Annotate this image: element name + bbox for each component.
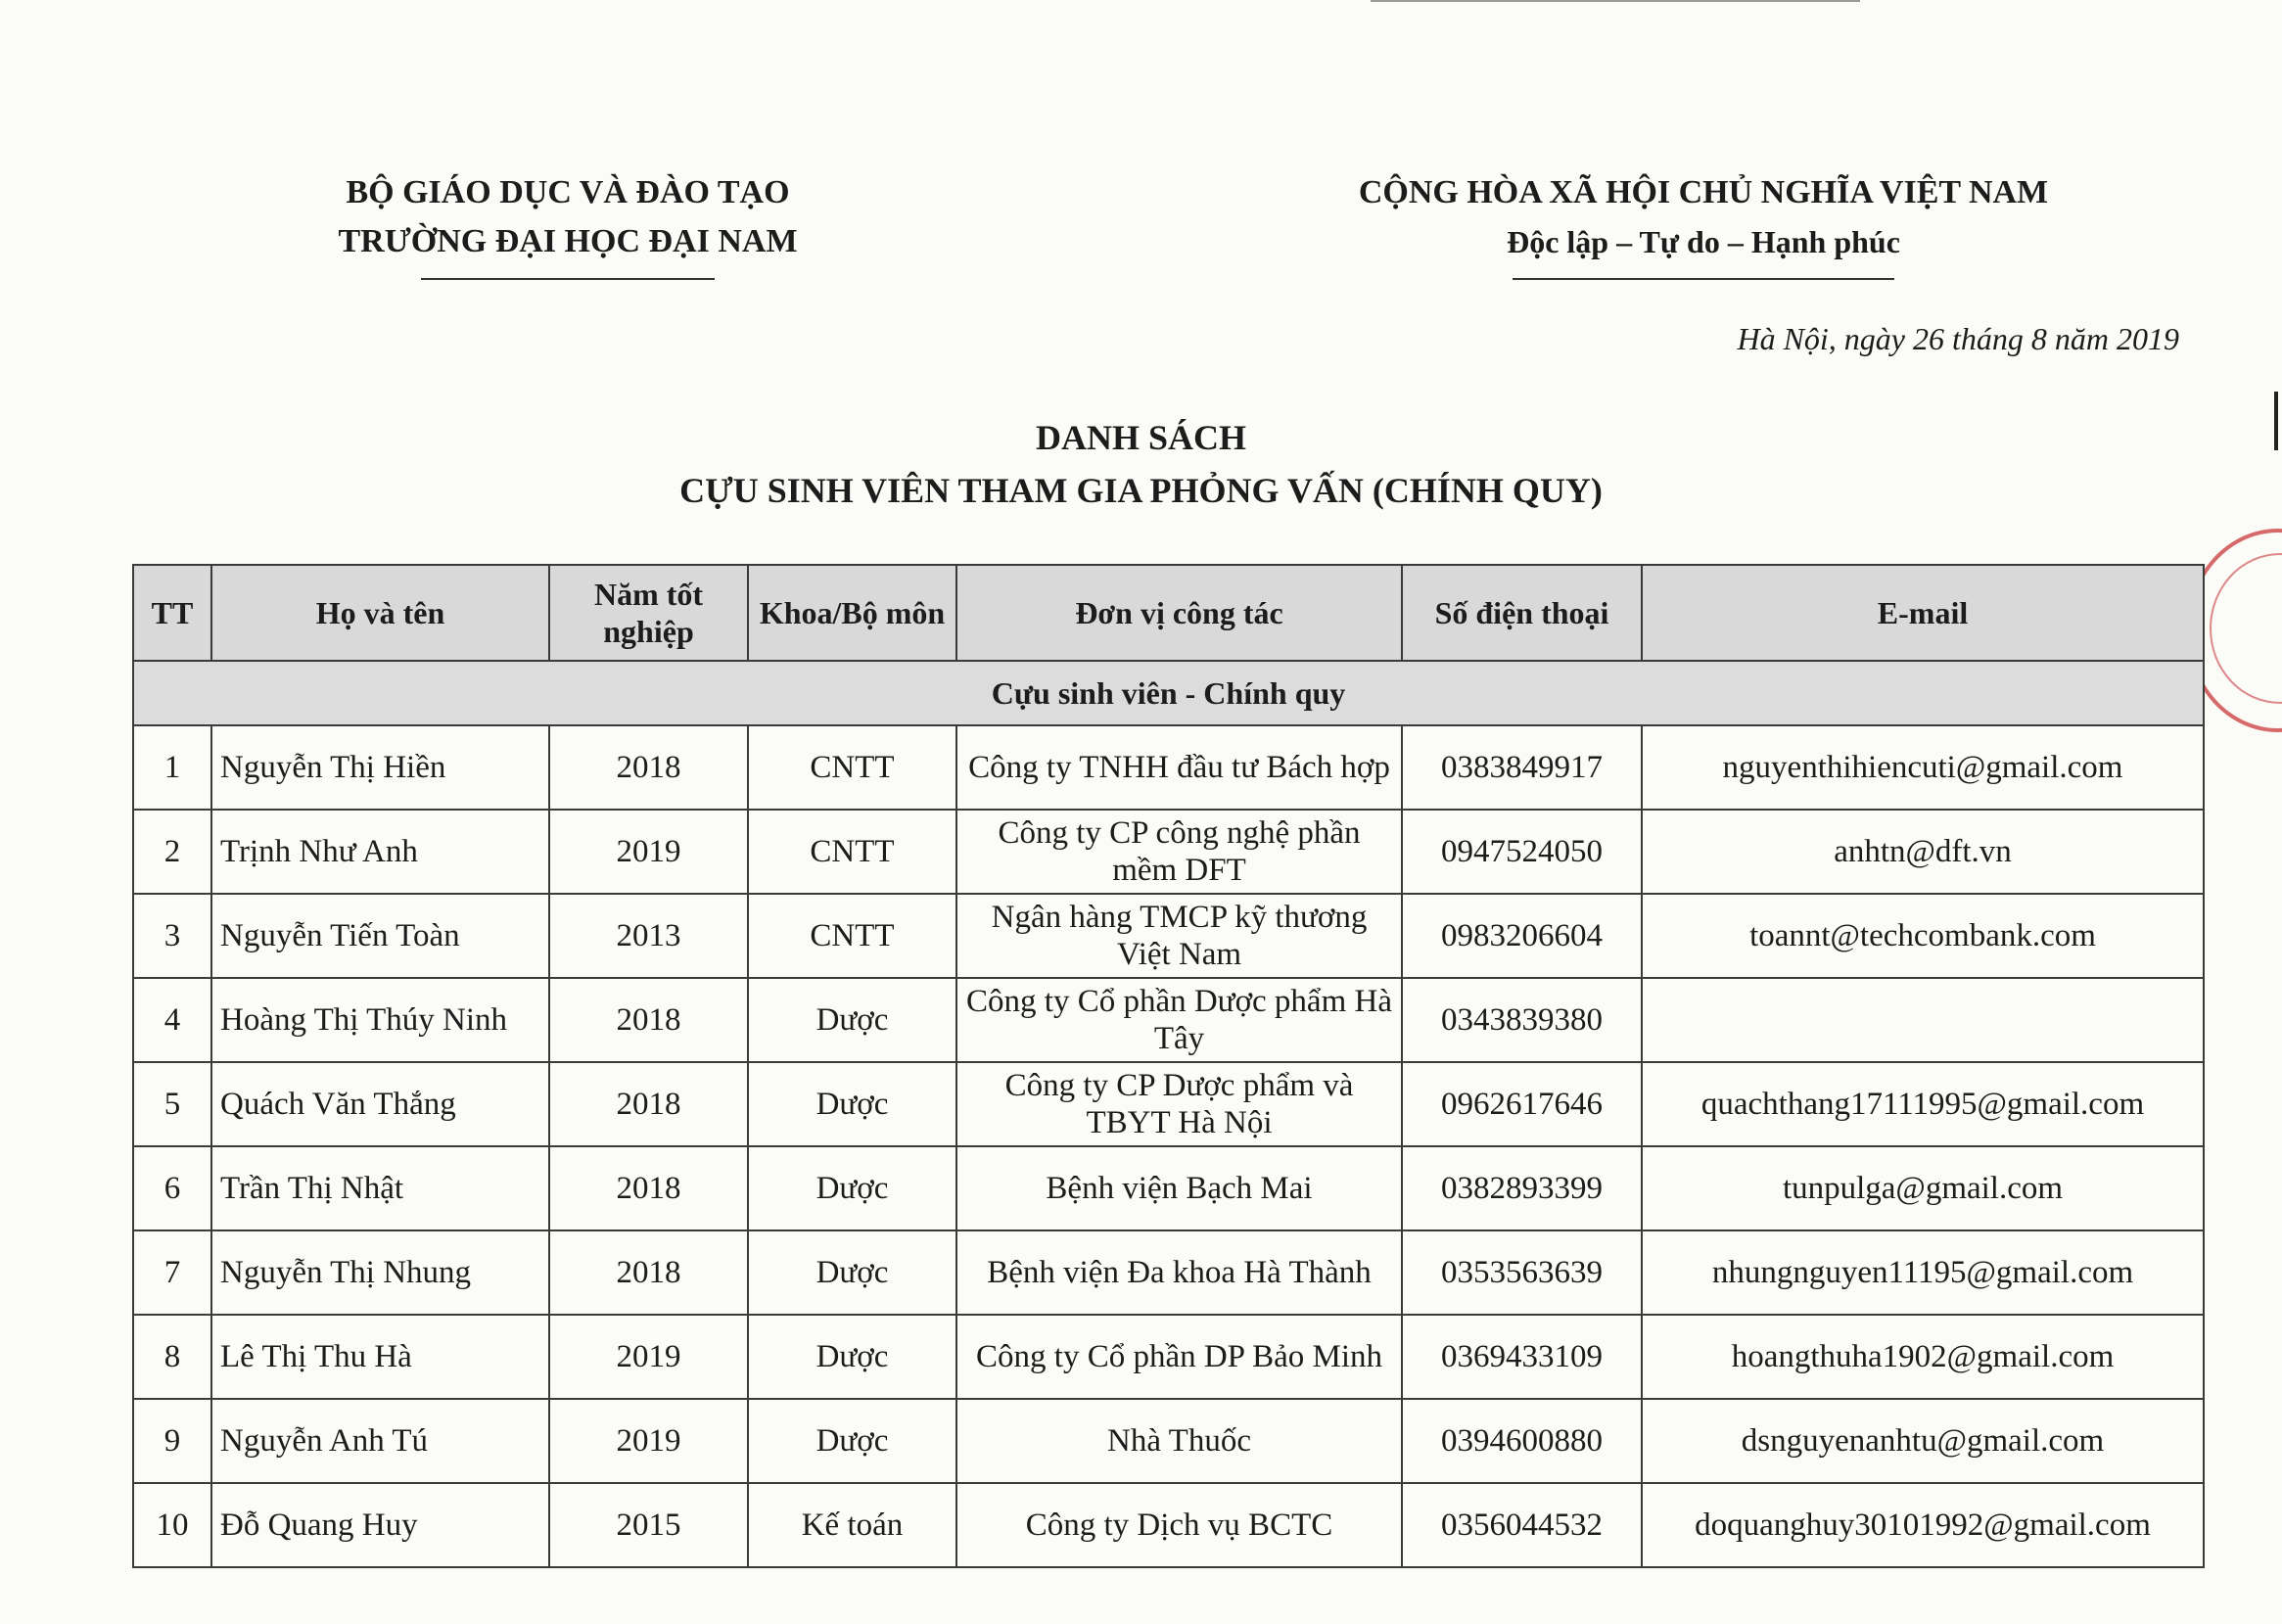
cell-tt: 5 <box>133 1062 211 1146</box>
cell-tt: 1 <box>133 725 211 810</box>
cell-name: Đỗ Quang Huy <box>211 1483 549 1567</box>
table-row <box>133 894 2204 978</box>
table-row <box>133 1062 2204 1146</box>
cell-tt: 10 <box>133 1483 211 1567</box>
cell-dept: CNTT <box>748 894 956 978</box>
cell-dept: Dược <box>748 1230 956 1315</box>
cell-email: hoangthuha1902@gmail.com <box>1642 1315 2204 1399</box>
title-line-2: CỰU SINH VIÊN THAM GIA PHỎNG VẤN (CHÍNH QUY) <box>679 471 1603 510</box>
cell-dept: Dược <box>748 978 956 1062</box>
cell-company: Công ty Cổ phần Dược phẩm Hà Tây <box>956 978 1402 1062</box>
cell-company: Bệnh viện Bạch Mai <box>956 1146 1402 1230</box>
ministry-header <box>294 168 842 280</box>
cell-name: Nguyễn Anh Tú <box>211 1399 549 1483</box>
col-header-name: Họ và tên <box>211 565 549 661</box>
cell-email <box>1642 978 2204 1062</box>
table-row <box>133 1146 2204 1230</box>
cell-phone: 0962617646 <box>1402 1062 1642 1146</box>
cell-phone: 0947524050 <box>1402 810 1642 894</box>
table-row <box>133 1315 2204 1399</box>
header-right-underline <box>1513 278 1894 280</box>
cell-dept: Kế toán <box>748 1483 956 1567</box>
cell-phone: 0343839380 <box>1402 978 1642 1062</box>
cell-dept: CNTT <box>748 725 956 810</box>
cell-phone: 0353563639 <box>1402 1230 1642 1315</box>
cell-email: tunpulga@gmail.com <box>1642 1146 2204 1230</box>
scan-artifact-line <box>1371 0 1860 2</box>
cell-email: doquanghuy30101992@gmail.com <box>1642 1483 2204 1567</box>
col-header-company: Đơn vị công tác <box>956 565 1402 661</box>
cell-year: 2018 <box>549 1146 748 1230</box>
col-header-year: Năm tốt nghiệp <box>549 565 748 661</box>
cell-year: 2018 <box>549 978 748 1062</box>
cell-year: 2018 <box>549 725 748 810</box>
cell-company: Ngân hàng TMCP kỹ thương Việt Nam <box>956 894 1402 978</box>
cell-dept: Dược <box>748 1062 956 1146</box>
cell-company: Công ty CP công nghệ phần mềm DFT <box>956 810 1402 894</box>
cell-email: anhtn@dft.vn <box>1642 810 2204 894</box>
cell-email: nguyenthihiencuti@gmail.com <box>1642 725 2204 810</box>
cell-dept: Dược <box>748 1146 956 1230</box>
cell-year: 2019 <box>549 810 748 894</box>
cell-year: 2013 <box>549 894 748 978</box>
col-header-dept: Khoa/Bộ môn <box>748 565 956 661</box>
cell-tt: 2 <box>133 810 211 894</box>
cell-phone: 0382893399 <box>1402 1146 1642 1230</box>
cell-year: 2018 <box>549 1230 748 1315</box>
cell-dept: Dược <box>748 1315 956 1399</box>
cell-email: nhungnguyen11195@gmail.com <box>1642 1230 2204 1315</box>
document-title <box>0 411 2282 517</box>
cell-company: Bệnh viện Đa khoa Hà Thành <box>956 1230 1402 1315</box>
table-row <box>133 978 2204 1062</box>
cell-dept: CNTT <box>748 810 956 894</box>
table-row <box>133 725 2204 810</box>
cell-name: Trịnh Như Anh <box>211 810 549 894</box>
col-header-email: E-mail <box>1642 565 2204 661</box>
cell-name: Nguyễn Thị Hiền <box>211 725 549 810</box>
cell-tt: 6 <box>133 1146 211 1230</box>
cell-phone: 0983206604 <box>1402 894 1642 978</box>
cell-name: Hoàng Thị Thúy Ninh <box>211 978 549 1062</box>
cell-phone: 0356044532 <box>1402 1483 1642 1567</box>
cell-name: Quách Văn Thắng <box>211 1062 549 1146</box>
national-motto: Độc lập – Tự do – Hạnh phúc <box>1507 224 1900 259</box>
cell-tt: 8 <box>133 1315 211 1399</box>
table-header-row <box>133 565 2204 661</box>
cell-company: Nhà Thuốc <box>956 1399 1402 1483</box>
national-header <box>1312 168 2095 280</box>
cell-email: dsnguyenanhtu@gmail.com <box>1642 1399 2204 1483</box>
cell-company: Công ty Cổ phần DP Bảo Minh <box>956 1315 1402 1399</box>
col-header-tt: TT <box>133 565 211 661</box>
cell-name: Trần Thị Nhật <box>211 1146 549 1230</box>
university-name: TRƯỜNG ĐẠI HỌC ĐẠI NAM <box>338 223 798 259</box>
national-title: CỘNG HÒA XÃ HỘI CHỦ NGHĨA VIỆT NAM <box>1358 174 2049 210</box>
cell-phone: 0394600880 <box>1402 1399 1642 1483</box>
cell-name: Lê Thị Thu Hà <box>211 1315 549 1399</box>
cell-year: 2019 <box>549 1315 748 1399</box>
cell-year: 2019 <box>549 1399 748 1483</box>
cell-year: 2015 <box>549 1483 748 1567</box>
group-row <box>133 661 2204 725</box>
title-line-1: DANH SÁCH <box>1035 418 1246 457</box>
cell-email: quachthang17111995@gmail.com <box>1642 1062 2204 1146</box>
alumni-table <box>132 564 2205 1568</box>
cell-company: Công ty CP Dược phẩm và TBYT Hà Nội <box>956 1062 1402 1146</box>
table-row <box>133 1483 2204 1567</box>
cell-company: Công ty Dịch vụ BCTC <box>956 1483 1402 1567</box>
cell-name: Nguyễn Tiến Toàn <box>211 894 549 978</box>
cell-tt: 3 <box>133 894 211 978</box>
cell-name: Nguyễn Thị Nhung <box>211 1230 549 1315</box>
cell-company: Công ty TNHH đầu tư Bách hợp <box>956 725 1402 810</box>
cell-phone: 0383849917 <box>1402 725 1642 810</box>
table-row <box>133 1399 2204 1483</box>
cell-tt: 9 <box>133 1399 211 1483</box>
table-row <box>133 1230 2204 1315</box>
group-label: Cựu sinh viên - Chính quy <box>133 661 2204 725</box>
cell-email: toannt@techcombank.com <box>1642 894 2204 978</box>
cell-year: 2018 <box>549 1062 748 1146</box>
document-date: Hà Nội, ngày 26 tháng 8 năm 2019 <box>1737 321 2179 356</box>
cell-tt: 7 <box>133 1230 211 1315</box>
ministry-name: BỘ GIÁO DỤC VÀ ĐÀO TẠO <box>346 174 790 210</box>
cell-phone: 0369433109 <box>1402 1315 1642 1399</box>
cell-dept: Dược <box>748 1399 956 1483</box>
table-row <box>133 810 2204 894</box>
col-header-phone: Số điện thoại <box>1402 565 1642 661</box>
header-left-underline <box>421 278 715 280</box>
cell-tt: 4 <box>133 978 211 1062</box>
